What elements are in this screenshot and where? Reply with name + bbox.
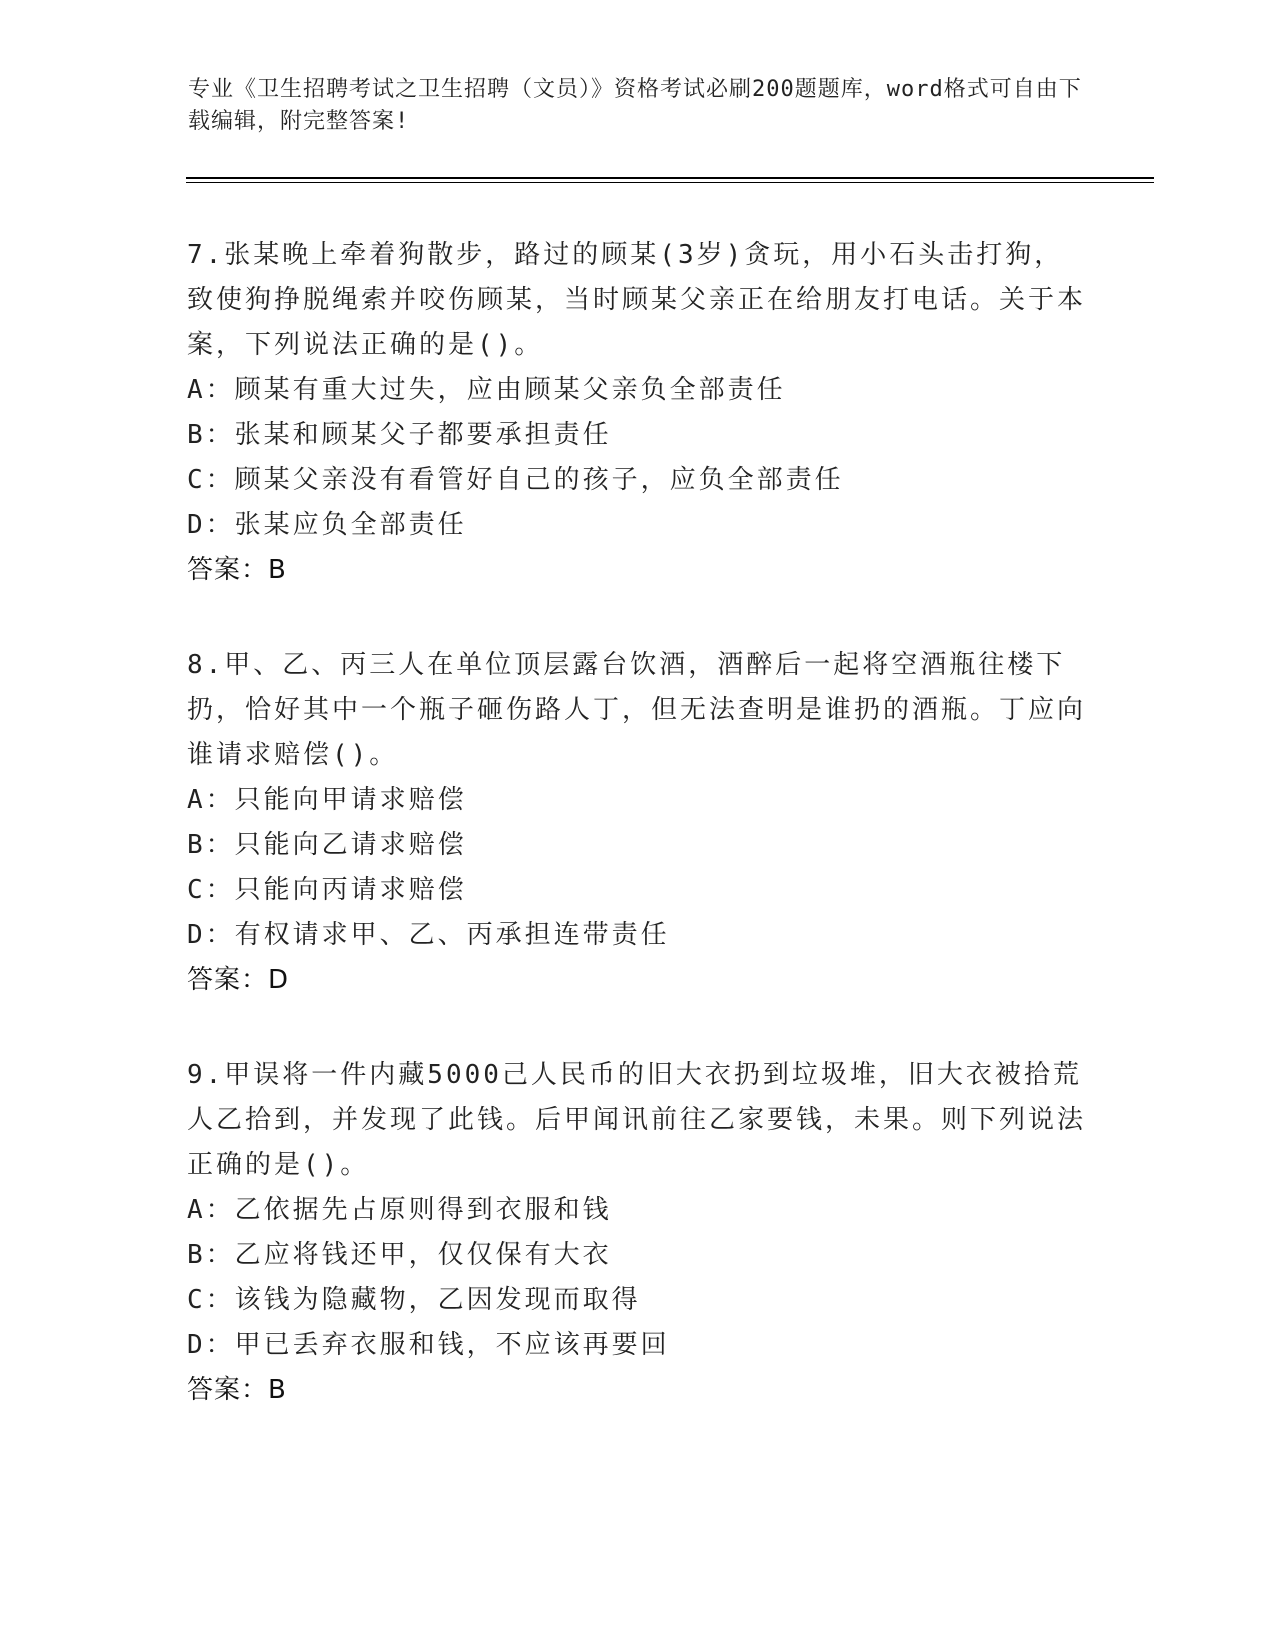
answer: 答案：B	[187, 1375, 287, 1405]
option-b: B：乙应将钱还甲，仅仅保有大衣	[187, 1240, 612, 1270]
option-a: A：乙依据先占原则得到衣服和钱	[187, 1195, 612, 1225]
option-c: C：该钱为隐藏物，乙因发现而取得	[187, 1285, 641, 1315]
option-c: C：只能向丙请求赔偿	[187, 875, 467, 905]
option-a: A：只能向甲请求赔偿	[187, 785, 467, 815]
question-stem: 8.甲、乙、丙三人在单位顶层露台饮酒，酒醉后一起将空酒瓶往楼下扔，恰好其中一个瓶子砸伤路人丁，但无法查明是谁扔的酒瓶。丁应向谁请求赔偿()。	[187, 650, 1087, 770]
option-d: D：张某应负全部责任	[187, 510, 467, 540]
question-9	[187, 1053, 1087, 1413]
option-b: B：只能向乙请求赔偿	[187, 830, 467, 860]
option-d: D：有权请求甲、乙、丙承担连带责任	[187, 920, 670, 950]
option-a: A：顾某有重大过失，应由顾某父亲负全部责任	[187, 375, 786, 405]
option-b: B：张某和顾某父子都要承担责任	[187, 420, 612, 450]
question-8	[187, 643, 1087, 1003]
header-divider-thin	[186, 182, 1154, 183]
question-stem: 9.甲误将一件内藏5000己人民币的旧大衣扔到垃圾堆，旧大衣被拾荒人乙拾到，并发现了此钱。后甲闻讯前往乙家要钱，未果。则下列说法正确的是()。	[187, 1060, 1087, 1180]
answer: 答案：D	[187, 965, 290, 995]
header-divider-thick	[186, 177, 1154, 179]
question-7	[187, 233, 1087, 593]
question-stem: 7.张某晚上牵着狗散步，路过的顾某(3岁)贪玩，用小石头击打狗，致使狗挣脱绳索并咬伤顾某，当时顾某父亲正在给朋友打电话。关于本案，下列说法正确的是()。	[187, 240, 1087, 360]
option-d: D：甲已丢弃衣服和钱，不应该再要回	[187, 1330, 670, 1360]
answer: 答案：B	[187, 555, 287, 585]
option-c: C：顾某父亲没有看管好自己的孩子，应负全部责任	[187, 465, 844, 495]
document-header-intro: 专业《卫生招聘考试之卫生招聘（文员）》资格考试必刷200题题库，word格式可自由下载编辑，附完整答案!	[188, 77, 1082, 134]
